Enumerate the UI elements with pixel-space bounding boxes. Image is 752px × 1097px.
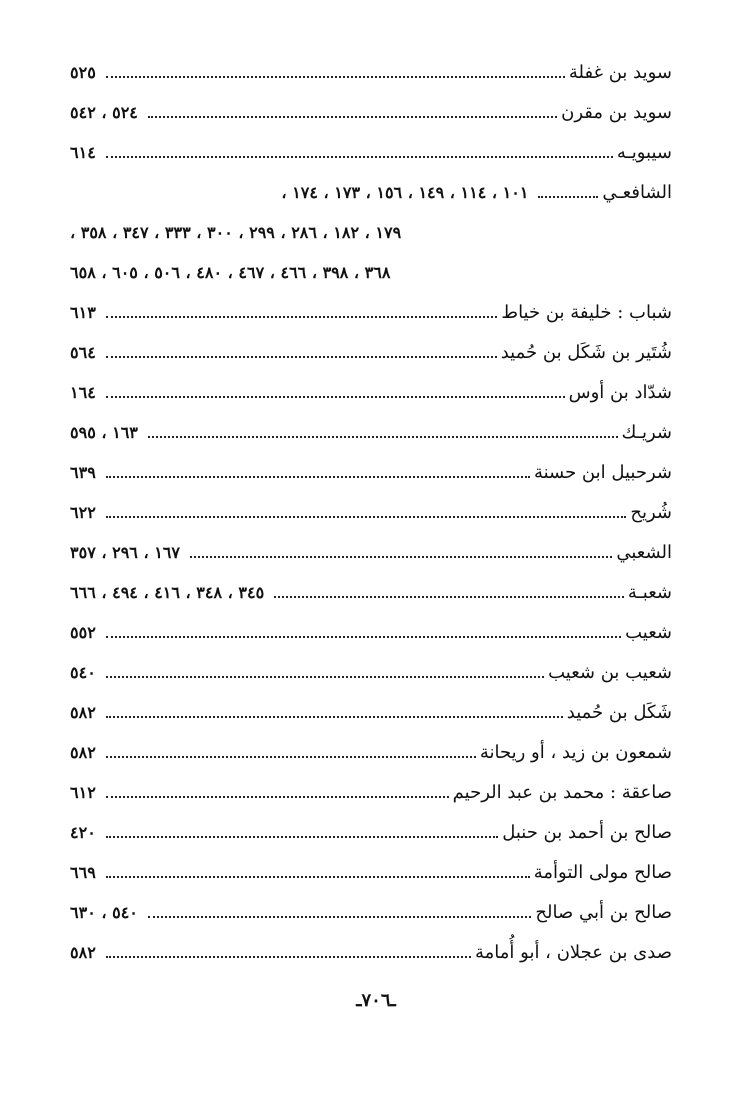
index-entry: [70, 733, 672, 773]
index-entry: [70, 133, 672, 173]
dot-leader: [106, 76, 565, 78]
index-entry: [70, 613, 672, 653]
entry-name: شريـك: [621, 422, 672, 443]
entry-name: صاعقة : محمد بن عبد الرحيم: [452, 782, 672, 803]
index-entry: [70, 533, 672, 573]
dot-leader: [106, 676, 544, 678]
dot-leader: [274, 596, 624, 598]
entry-name: شُريح: [630, 502, 672, 523]
dot-leader: [106, 356, 497, 358]
entry-name: شدّاد بن أوس: [568, 382, 672, 403]
index-entry: [70, 573, 672, 613]
entry-pages: ٦٢٢: [70, 503, 96, 522]
entry-name: شعيب: [625, 622, 672, 643]
index-entry-continuation: [70, 253, 672, 293]
entry-pages: ٣٦٨ ، ٣٩٨ ، ٤٦٦ ، ٤٦٧ ، ٤٨٠ ، ٥٠٦ ، ٦٠٥ ، ٦٥٨: [70, 263, 391, 282]
dot-leader: [538, 196, 598, 198]
index-entry: [70, 413, 672, 453]
entry-pages: ٥٨٢: [70, 743, 96, 762]
entry-pages: ٦١٢: [70, 783, 96, 802]
dot-leader: [148, 436, 618, 438]
entry-pages: ٥٤٠: [70, 663, 96, 682]
index-list: [70, 53, 672, 973]
index-entry: [70, 453, 672, 493]
index-entry: [70, 773, 672, 813]
entry-pages: ٥٢٥: [70, 63, 96, 82]
dot-leader: [106, 636, 621, 638]
entry-name: شمعون بن زيد ، أو ريحانة: [479, 742, 672, 763]
entry-pages: ٥٢٤ ، ٥٤٢: [70, 103, 138, 122]
dot-leader: [106, 796, 449, 798]
index-entry: [70, 933, 672, 973]
entry-pages: ٥٥٢: [70, 623, 96, 642]
entry-pages: ٦٣٩: [70, 463, 96, 482]
dot-leader: [106, 156, 613, 158]
entry-name: شَكَل بن حُميد: [566, 702, 672, 723]
dot-leader: [106, 476, 530, 478]
index-entry: [70, 53, 672, 93]
entry-pages: ١٠١ ، ١١٤ ، ١٤٩ ، ١٥٦ ، ١٧٣ ، ١٧٤ ،: [281, 183, 529, 202]
entry-pages: ١٦٧ ، ٢٩٦ ، ٣٥٧: [70, 543, 180, 562]
entry-name: الشعبي: [616, 542, 672, 563]
entry-name: الشافعـي: [602, 182, 672, 203]
index-entry: [70, 493, 672, 533]
index-entry: [70, 93, 672, 133]
entry-name: شرحبيل ابن حسنة: [533, 462, 672, 483]
dot-leader: [106, 836, 498, 838]
entry-name: شعبـة: [627, 582, 672, 603]
entry-name: شعيب بن شعيب: [548, 662, 672, 683]
index-entry: [70, 853, 672, 893]
entry-name: سويد بن مقرن: [561, 102, 672, 123]
index-entry: [70, 333, 672, 373]
entry-pages: ١٦٤: [70, 383, 96, 402]
entry-name: صالح مولى التوأمة: [533, 862, 672, 883]
entry-name: سيبويـه: [616, 142, 672, 163]
entry-name: شُتَير بن شَكَل بن حُميد: [500, 342, 672, 363]
entry-pages: ٤٢٠: [70, 823, 96, 842]
index-entry-continuation: [70, 213, 672, 253]
dot-leader: [106, 516, 627, 518]
dot-leader: [106, 876, 530, 878]
dot-leader: [106, 956, 471, 958]
index-entry: [70, 693, 672, 733]
entry-pages: ٥٤٠ ، ٦٣٠: [70, 903, 138, 922]
entry-pages: ٦٦٩: [70, 863, 96, 882]
entry-name: سويد بن غفلة: [568, 62, 672, 83]
entry-pages: ٦١٤: [70, 143, 96, 162]
entry-pages: ٣٤٥ ، ٣٤٨ ، ٤١٦ ، ٤٩٤ ، ٦٦٦: [70, 583, 265, 602]
entry-name: شباب : خليفة بن خياط: [501, 302, 672, 323]
entry-name: صالح بن أحمد بن حنبل: [502, 822, 672, 843]
dot-leader: [148, 116, 557, 118]
entry-pages: ٦١٣: [70, 303, 96, 322]
index-entry: [70, 893, 672, 933]
index-entry: [70, 653, 672, 693]
dot-leader: [106, 316, 498, 318]
entry-name: صدى بن عجلان ، أبو أُمامة: [475, 942, 672, 963]
entry-pages: ٥٦٤: [70, 343, 96, 362]
page-number: ـ٧٠٦ـ: [356, 990, 396, 1011]
entry-pages: ٥٨٢: [70, 703, 96, 722]
entry-pages: ١٦٣ ، ٥٩٥: [70, 423, 138, 442]
entry-pages: ٥٨٢: [70, 943, 96, 962]
entry-pages: ١٧٩ ، ١٨٢ ، ٢٨٦ ، ٢٩٩ ، ٣٠٠ ، ٣٣٣ ، ٣٤٧ ، ٣٥٨ ،: [70, 223, 402, 242]
dot-leader: [190, 556, 612, 558]
dot-leader: [106, 396, 565, 398]
dot-leader: [106, 716, 563, 718]
index-entry: [70, 813, 672, 853]
dot-leader: [106, 756, 476, 758]
dot-leader: [148, 916, 531, 918]
index-entry: [70, 373, 672, 413]
index-entry: [70, 173, 672, 213]
entry-name: صالح بن أبي صالح: [535, 902, 672, 923]
index-entry: [70, 293, 672, 333]
